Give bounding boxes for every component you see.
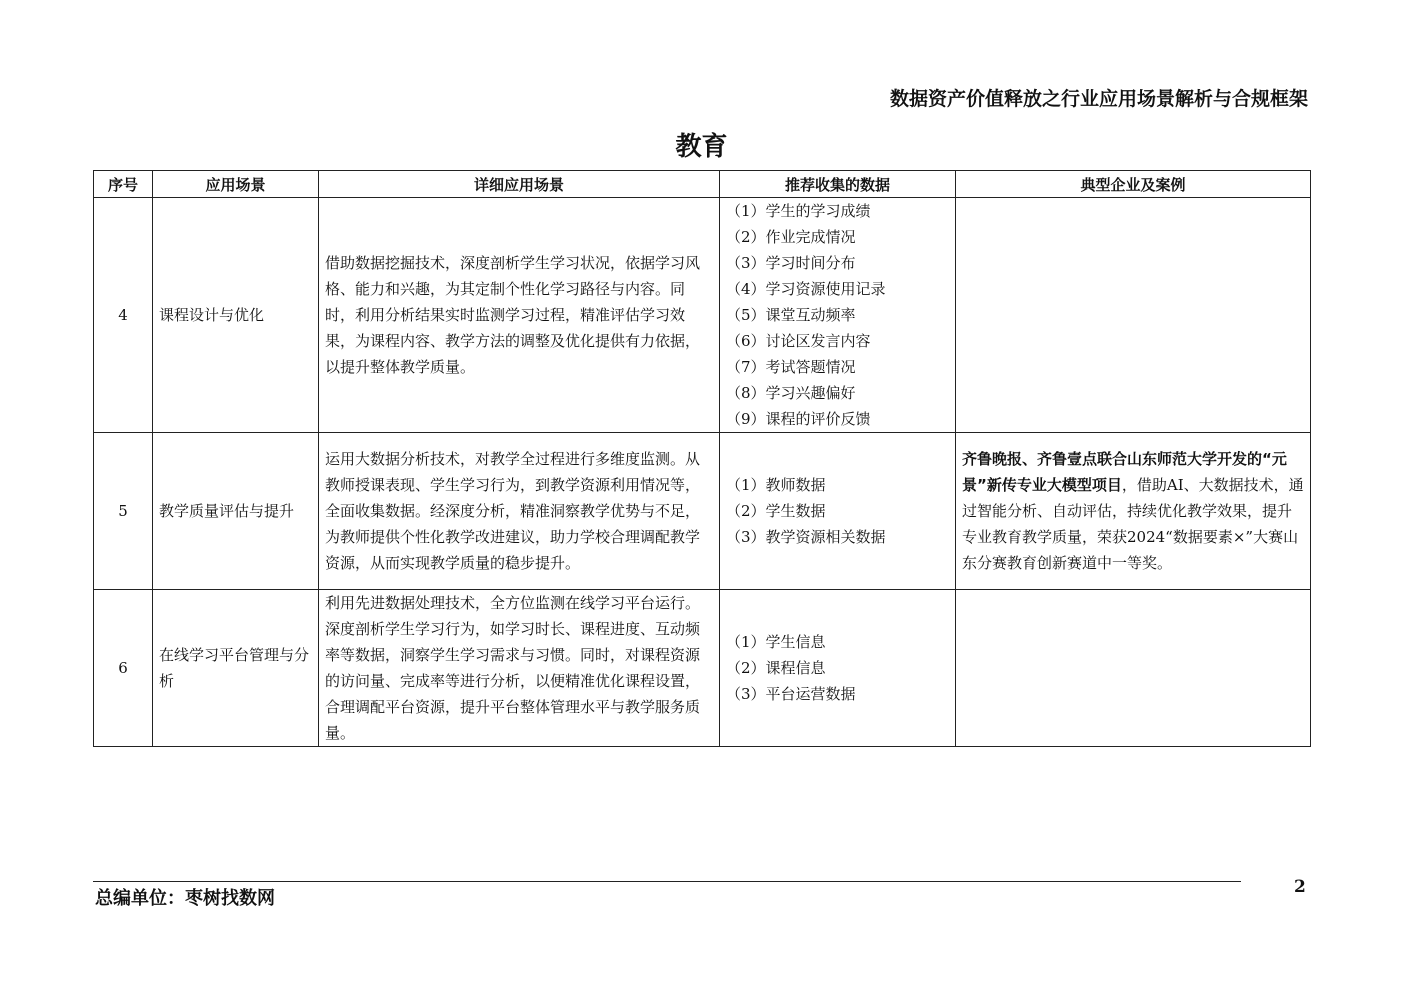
data-item: （1）教师数据: [726, 476, 826, 494]
scene-cell: 教学质量评估与提升: [153, 433, 319, 590]
scene-cell: 在线学习平台管理与分析: [153, 590, 319, 747]
row-number: 6: [94, 590, 153, 747]
data-item: （3）教学资源相关数据: [726, 528, 886, 546]
case-cell: [956, 433, 1311, 590]
scenario-table: [93, 170, 1311, 747]
data-cell: [720, 198, 956, 433]
data-item: （1）学生的学习成绩: [726, 202, 871, 220]
data-item: （3）学习时间分布: [726, 254, 856, 272]
case-text: ，借助AI、大数据技术，通过智能分析、自动评估，持续优化教学效果，提升专业教育教学质量，荣获2024“数据要素×”大赛山东分赛教育创新赛道中一等奖。: [962, 476, 1304, 572]
case-cell: [956, 590, 1311, 747]
data-item: （8）学习兴趣偏好: [726, 384, 856, 402]
data-item: （9）课程的评价反馈: [726, 410, 871, 428]
detail-cell: 利用先进数据处理技术，全方位监测在线学习平台运行。深度剖析学生学习行为，如学习时长、课程进度、互动频率等数据，洞察学生学习需求与习惯。同时，对课程资源的访问量、完成率等进行分析，以便精准优化课程设置，合理调配平台资源，提升平台整体管理水平与教学服务质量。: [319, 590, 720, 747]
footer-divider: [93, 881, 1241, 882]
data-item: （1）学生信息: [726, 633, 826, 651]
data-item: （2）作业完成情况: [726, 228, 856, 246]
data-item: （5）课堂互动频率: [726, 306, 856, 324]
detail-cell: 借助数据挖掘技术，深度剖析学生学习状况，依据学习风格、能力和兴趣，为其定制个性化学习路径与内容。同时，利用分析结果实时监测学习过程，精准评估学习效果，为课程内容、教学方法的调整及优化提供有力依据，以提升整体教学质量。: [319, 198, 720, 433]
table-header-row: [94, 171, 1311, 198]
header-data: 推荐收集的数据: [720, 171, 956, 198]
data-item: （2）课程信息: [726, 659, 826, 677]
scene-cell: 课程设计与优化: [153, 198, 319, 433]
data-item: （4）学习资源使用记录: [726, 280, 886, 298]
case-highlight: 齐鲁晚报、齐鲁壹点联合山东师范大学开发的“元景”新传专业大模型项目: [962, 450, 1287, 494]
header-case: 典型企业及案例: [956, 171, 1311, 198]
table-row: [94, 590, 1311, 747]
case-cell: [956, 198, 1311, 433]
page-number: 2: [1294, 877, 1306, 897]
data-item: （3）平台运营数据: [726, 685, 856, 703]
table-row: [94, 198, 1311, 433]
document-header-title: 数据资产价值释放之行业应用场景解析与合规框架: [889, 88, 1308, 110]
table-row: [94, 433, 1311, 590]
footer-org: 总编单位：枣树找数网: [95, 888, 275, 909]
detail-cell: 运用大数据分析技术，对教学全过程进行多维度监测。从教师授课表现、学生学习行为，到教学资源利用情况等，全面收集数据。经深度分析，精准洞察教学优势与不足，为教师提供个性化教学改进建议，助力学校合理调配教学资源，从而实现教学质量的稳步提升。: [319, 433, 720, 590]
header-no: 序号: [94, 171, 153, 198]
data-item: （7）考试答题情况: [726, 358, 856, 376]
data-item: （6）讨论区发言内容: [726, 332, 871, 350]
data-item: （2）学生数据: [726, 502, 826, 520]
data-cell: [720, 433, 956, 590]
row-number: 5: [94, 433, 153, 590]
row-number: 4: [94, 198, 153, 433]
header-scene: 应用场景: [153, 171, 319, 198]
section-title: 教育: [675, 132, 728, 162]
data-cell: [720, 590, 956, 747]
header-detail: 详细应用场景: [319, 171, 720, 198]
